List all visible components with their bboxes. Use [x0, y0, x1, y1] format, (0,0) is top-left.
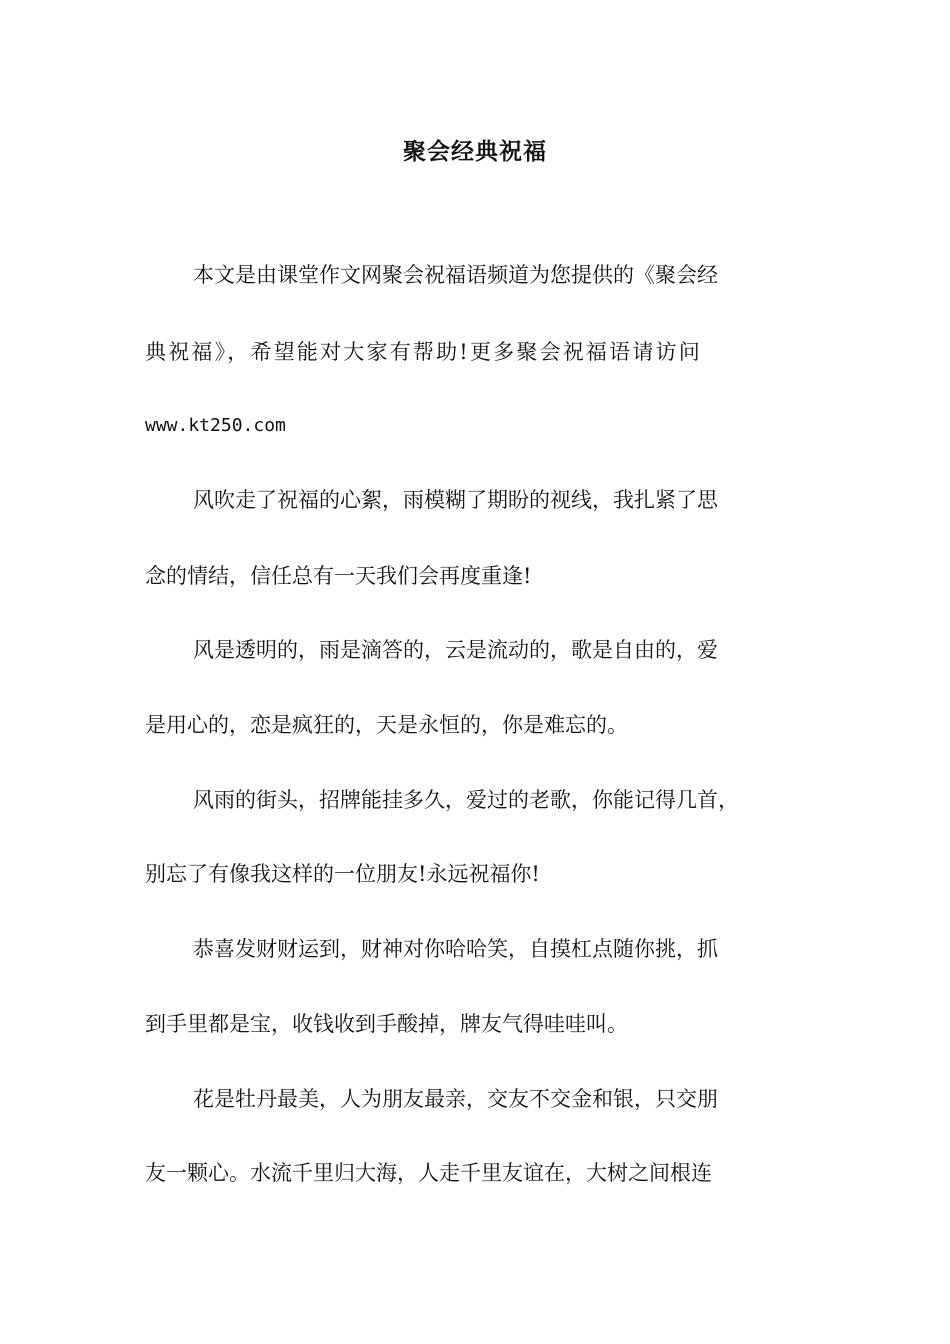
document-title: 聚会经典祝福 — [403, 138, 547, 165]
line-text: 风雨的街头，招牌能挂多久，爱过的老歌，你能记得几首， — [193, 788, 739, 812]
line-text: 本文是由课堂作文网聚会祝福语频道为您提供的《聚会经 — [193, 263, 718, 287]
line-text: 风吹走了祝福的心絮，雨模糊了期盼的视线，我扎紧了思 — [193, 488, 718, 512]
line-text: 恭喜发财财运到，财神对你哈哈笑，自摸杠点随你挑，抓 — [193, 937, 718, 961]
paragraph-line — [0, 332, 950, 372]
paragraph-line — [0, 929, 950, 969]
line-text: 是用心的，恋是疯狂的，天是永恒的，你是难忘的。 — [145, 713, 628, 737]
paragraph-line — [0, 1004, 950, 1044]
line-text: 友一颗心。水流千里归大海，人走千里友谊在，大树之间根连 — [145, 1161, 712, 1185]
line-text: 风是透明的，雨是滴答的，云是流动的，歌是自由的，爱 — [193, 638, 718, 662]
paragraph-line — [0, 705, 950, 745]
line-text: 念的情结，信任总有一天我们会再度重逢! — [145, 564, 532, 588]
paragraph-line — [0, 630, 950, 670]
paragraph-line — [0, 1079, 950, 1119]
paragraph-line — [0, 854, 950, 894]
paragraph-line — [0, 255, 950, 295]
paragraph-line — [0, 1153, 950, 1193]
line-text: 典祝福》，希望能对大家有帮助!更多聚会祝福语请访问 — [145, 340, 702, 364]
paragraph-line — [0, 480, 950, 520]
paragraph-line — [0, 406, 950, 446]
paragraph-line — [0, 780, 950, 820]
line-text: 别忘了有像我这样的一位朋友!永远祝福你! — [145, 862, 540, 886]
paragraph-line — [0, 556, 950, 596]
line-text: 到手里都是宝，收钱收到手酸掉，牌友气得哇哇叫。 — [145, 1012, 628, 1036]
website-link-text: www.kt250.com — [145, 415, 286, 436]
line-text: 花是牡丹最美，人为朋友最亲，交友不交金和银，只交朋 — [193, 1087, 718, 1111]
